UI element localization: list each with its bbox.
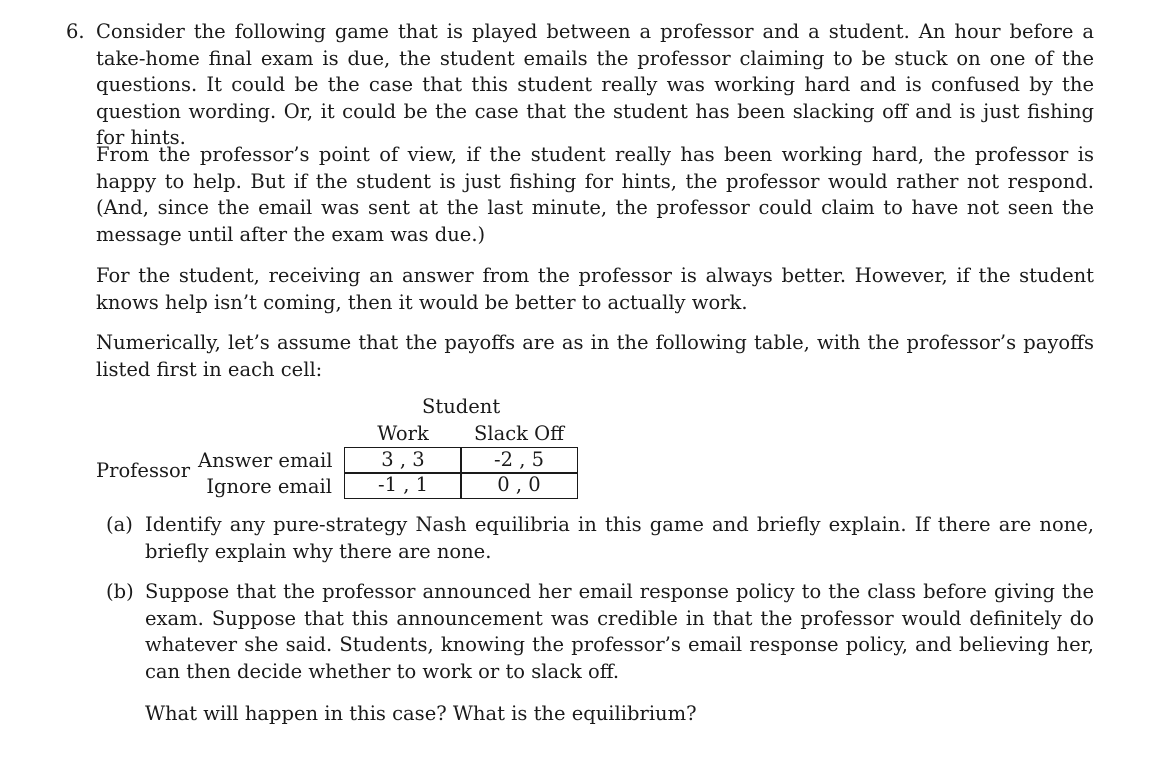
professor-view-paragraph: From the professor’s point of view, if the student really has been working hard, the professor is happy to help. But if the student is just fishing for hints, the professor would rather not respond. (And, since the email was sent at the last minute, the professor could claim to have not seen the message until after the exam was due.) xyxy=(96,143,1094,246)
part-b-text: Suppose that the professor announced her email response policy to the class before giving the exam. Suppose that this announcement was credible in that the professor would definitely do whatever she said. Students, knowing the professor’s email response policy, and believing her, can then decide whether to work or to slack off. xyxy=(145,580,1094,683)
column-header-work: Work xyxy=(377,422,429,445)
payoff-cell-ignore-work: -1 , 1 xyxy=(378,473,428,496)
intro-paragraph: Consider the following game that is played between a professor and a student. An hour before a take-home final exam is due, the student emails the professor claiming to be stuck on one of the questions. It could be the case that this student really was working hard and is confused by the question wording. Or, it could be the case that the student has been slacking off and is just fishing for hints. xyxy=(96,20,1094,149)
part-a-text: Identify any pure-strategy Nash equilibria in this game and briefly explain. If there are none, briefly explain why there are none. xyxy=(145,513,1094,563)
payoff-cell-answer-work: 3 , 3 xyxy=(381,448,425,471)
part-a-label: (a) xyxy=(106,513,133,536)
row-player-label: Professor xyxy=(96,459,191,482)
payoff-intro-paragraph: Numerically, let’s assume that the payoffs are as in the following table, with the professor’s payoffs listed first in each cell: xyxy=(96,331,1094,381)
student-view-paragraph: For the student, receiving an answer from the professor is always better. However, if the student knows help isn’t coming, then it would be better to actually work. xyxy=(96,264,1094,314)
part-b-question: What will happen in this case? What is the equilibrium? xyxy=(145,702,697,725)
row-label-answer-email: Answer email xyxy=(198,449,333,472)
question-number: 6. xyxy=(66,20,85,43)
payoff-cell-ignore-slack: 0 , 0 xyxy=(497,473,541,496)
payoff-cell-answer-slack: -2 , 5 xyxy=(494,448,544,471)
column-header-slack-off: Slack Off xyxy=(474,422,564,445)
column-player-label: Student xyxy=(422,395,501,418)
part-b-label: (b) xyxy=(106,580,134,603)
row-label-ignore-email: Ignore email xyxy=(206,475,332,498)
